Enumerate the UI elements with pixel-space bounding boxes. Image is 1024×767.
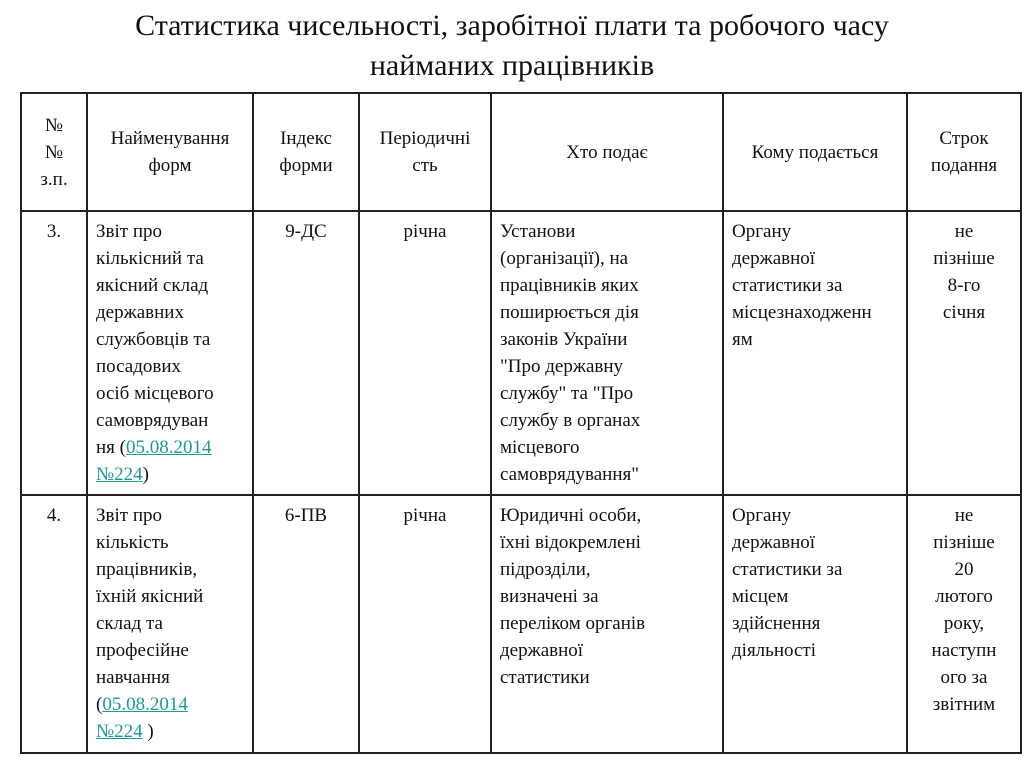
submitter: Установи (організації), на працівників яких поширюється дія законів України "Про державну службу" та "Про службу в органах місцевого самоврядування" <box>491 211 723 495</box>
deadline: не пізніше 8-го січня <box>907 211 1021 495</box>
row-number: 4. <box>21 495 87 753</box>
header-form-index: Індекс форми <box>253 93 359 211</box>
form-index: 9-ДС <box>253 211 359 495</box>
periodicity: річна <box>359 495 491 753</box>
form-name-text: Звіт про кількісний та якісний склад державних службовців та посадових осіб місцевого самоврядуван ня ( <box>96 221 214 458</box>
form-name-text: Звіт про кількість працівників, їхній якісний склад та професійне навчання ( <box>96 505 204 715</box>
row-number: 3. <box>21 211 87 495</box>
recipient: Органу державної статистики за місцем здійснення діяльності <box>723 495 907 753</box>
header-deadline: Строк подання <box>907 93 1021 211</box>
submitter: Юридичні особи, їхні відокремлені підрозділи, визначені за переліком органів державної статистики <box>491 495 723 753</box>
table-row <box>21 495 1021 753</box>
header-periodicity: Періодичні сть <box>359 93 491 211</box>
table-row <box>21 211 1021 495</box>
periodicity: річна <box>359 211 491 495</box>
recipient: Органу державної статистики за місцезнаходженн ям <box>723 211 907 495</box>
form-name-end: ) <box>142 721 154 742</box>
header-form-name: Найменування форм <box>87 93 253 211</box>
header-number: № № з.п. <box>21 93 87 211</box>
slide-title: Статистика чисельності, заробітної плати та робочого часу найманих працівників <box>135 9 889 82</box>
form-index: 6-ПВ <box>253 495 359 753</box>
header-recipient: Кому подається <box>723 93 907 211</box>
form-name <box>87 211 253 495</box>
law-link[interactable]: 05.08.2014 №224 <box>96 694 188 742</box>
deadline: не пізніше 20 лютого року, наступн ого за звітним <box>907 495 1021 753</box>
form-name <box>87 495 253 753</box>
header-submitter: Хто подає <box>491 93 723 211</box>
form-name-end: ) <box>142 464 149 485</box>
law-link[interactable]: 05.08.2014 №224 <box>96 437 212 485</box>
table-header-row <box>21 93 1021 211</box>
forms-table <box>20 92 1022 754</box>
